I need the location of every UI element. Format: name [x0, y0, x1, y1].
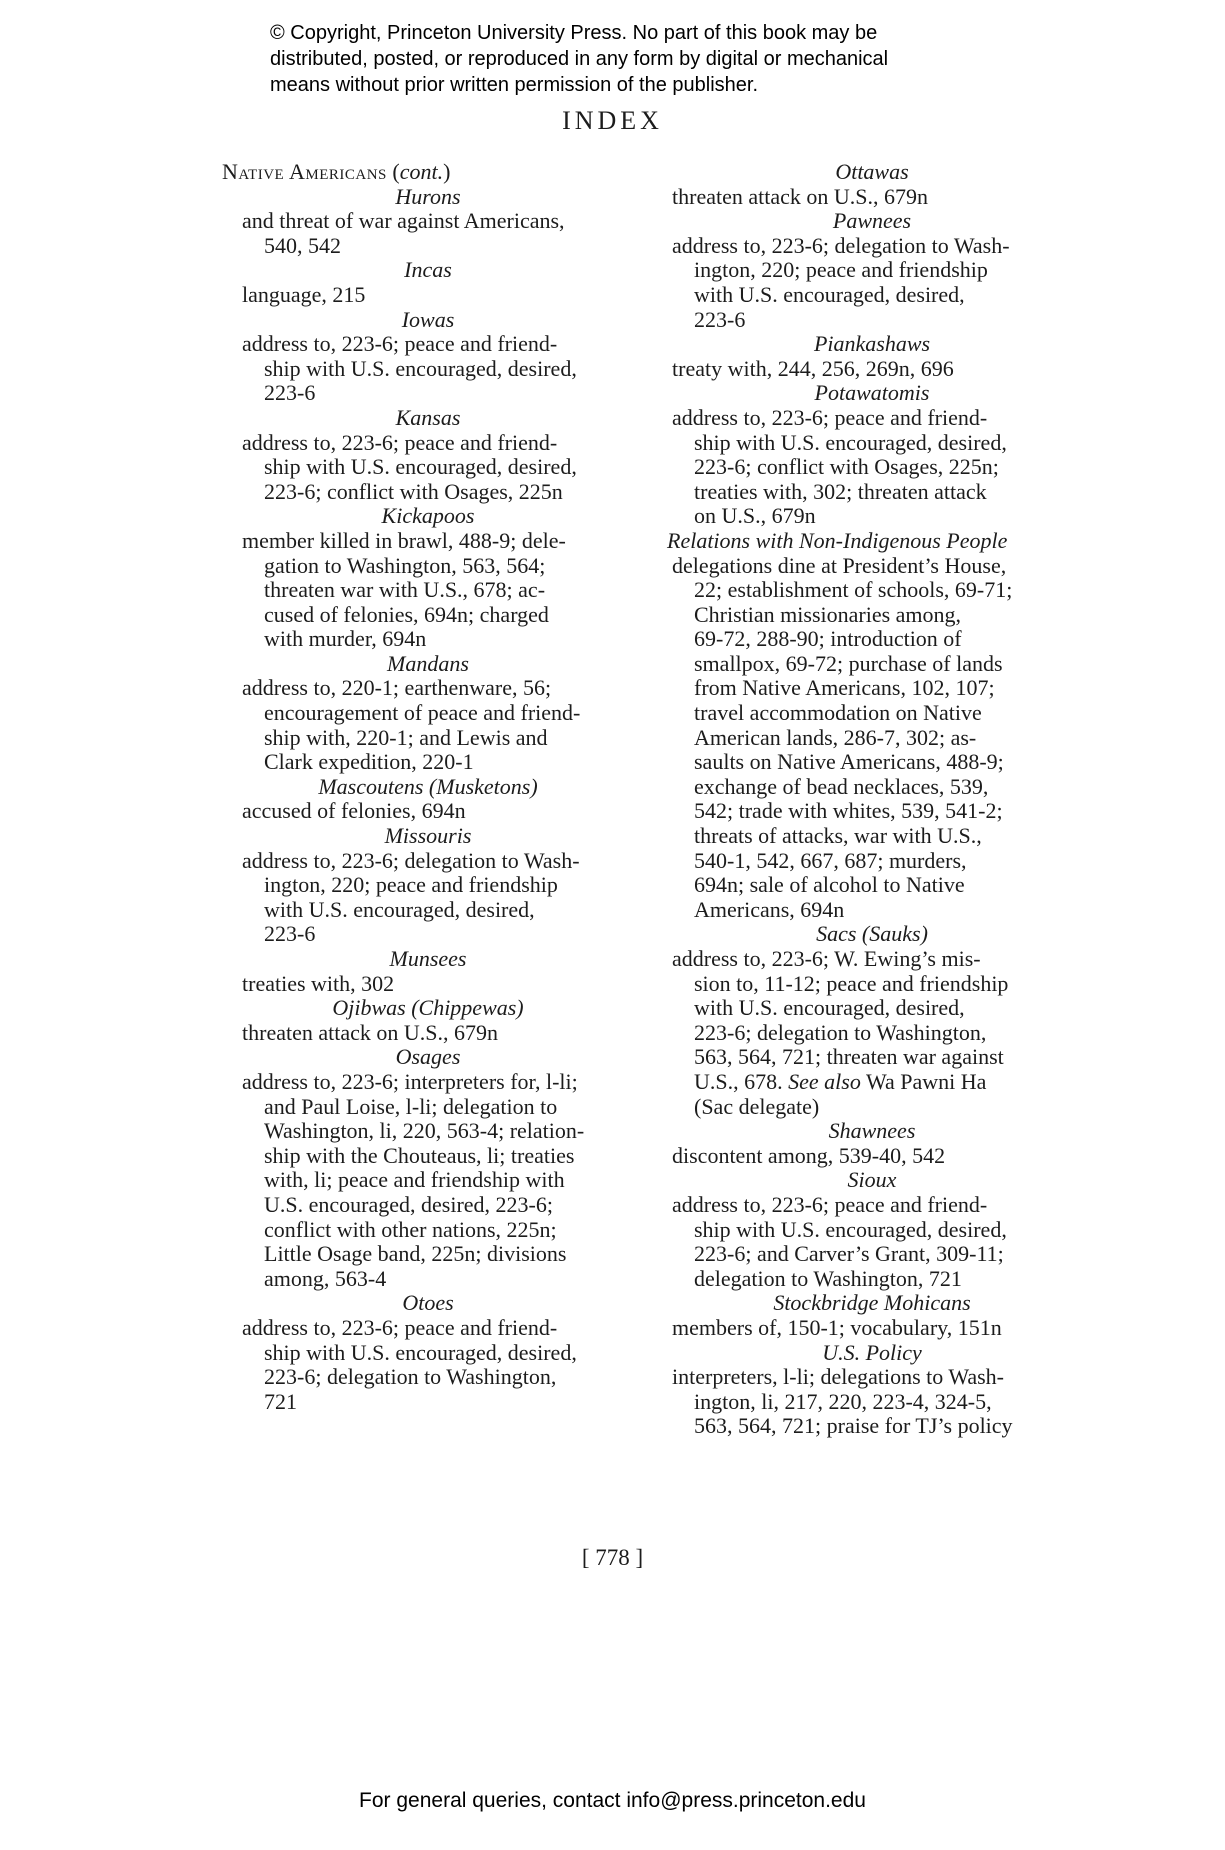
subheading: Incas — [404, 257, 452, 283]
entry-line: 223-6; and Carver’s Grant, 309-11; — [694, 1241, 1004, 1267]
index-entry — [672, 1193, 1067, 1291]
index-entry — [672, 1316, 1067, 1341]
entry-line: address to, 223-6; delegation to Wash- — [672, 232, 1010, 258]
index-group-us-policy — [667, 1341, 1067, 1439]
copyright-notice — [270, 20, 970, 98]
entry-line: from Native Americans, 102, 107; — [694, 675, 995, 701]
entry-line: 540-1, 542, 667, 687; murders, — [694, 847, 967, 873]
entry-line: threaten attack on U.S., 679n — [242, 1019, 498, 1045]
index-group-otoes — [222, 1291, 614, 1414]
entry-line: 540, 542 — [264, 232, 341, 258]
subheading: Mandans — [387, 650, 469, 676]
entry-line: address to, 223-6; peace and friend- — [242, 331, 558, 357]
index-group-pawnees — [667, 209, 1067, 332]
running-head-main: Native Americans — [222, 159, 387, 184]
entry-line: ship with the Chouteaus, li; treaties — [264, 1142, 575, 1168]
entry-line: smallpox, 69-72; purchase of lands — [694, 650, 1003, 676]
entry-line: ington, 220; peace and friendship — [694, 257, 988, 283]
running-head — [222, 160, 614, 185]
entry-line: gation to Washington, 563, 564; — [264, 552, 546, 578]
index-group-sioux — [667, 1168, 1067, 1291]
entry-line: 223-6 — [694, 306, 746, 332]
subheading: Ojibwas (Chippewas) — [332, 995, 524, 1021]
index-entry — [672, 1144, 1067, 1169]
subheading: U.S. Policy — [822, 1339, 922, 1365]
entry-line: 223-6; delegation to Washington, — [694, 1019, 987, 1045]
entry-line: address to, 223-6; interpreters for, l-li; — [242, 1068, 578, 1094]
entry-line: on U.S., 679n — [694, 503, 816, 529]
entry-line: ship with U.S. encouraged, desired, — [264, 355, 577, 381]
entry-line: delegation to Washington, 721 — [694, 1265, 962, 1291]
index-entry — [242, 431, 614, 505]
entry-line: 694n; sale of alcohol to Native — [694, 872, 965, 898]
cross-reference: Wa Pawni Ha — [865, 1068, 987, 1094]
entry-line: 22; establishment of schools, 69-71; — [694, 577, 1013, 603]
subheading: Pawnees — [832, 208, 912, 234]
entry-line: threats of attacks, war with U.S., — [694, 823, 982, 849]
entry-line: Clark expedition, 220-1 — [264, 749, 474, 775]
subheading: Kansas — [395, 404, 461, 430]
footer-contact: For general queries, contact info@press.princeton.edu — [359, 1789, 866, 1812]
index-group-missouris — [222, 824, 614, 947]
entry-line: treaty with, 244, 256, 269n, 696 — [672, 355, 954, 381]
page-title: INDEX — [562, 106, 663, 135]
entry-line: members of, 150-1; vocabulary, 151n — [672, 1314, 1002, 1340]
entry-line: ship with, 220-1; and Lewis and — [264, 724, 548, 750]
entry-line: 223-6; delegation to Washington, — [264, 1364, 557, 1390]
entry-line: address to, 223-6; peace and friend- — [242, 429, 558, 455]
index-entry — [672, 1365, 1067, 1439]
index-group-hurons — [222, 185, 614, 259]
see-also-label: See also — [788, 1068, 861, 1094]
entry-line: discontent among, 539-40, 542 — [672, 1142, 946, 1168]
subheading: Sacs (Sauks) — [816, 921, 928, 947]
index-group-incas — [222, 258, 614, 307]
index-entry — [242, 529, 614, 652]
entry-line: 69-72, 288-90; introduction of — [694, 626, 962, 652]
index-group-sacs — [667, 922, 1067, 1119]
entry-line: 223-6 — [264, 921, 316, 947]
subheading: Otoes — [402, 1290, 454, 1316]
entry-line: cused of felonies, 694n; charged — [264, 601, 549, 627]
entry-line: treaties with, 302; threaten attack — [694, 478, 987, 504]
index-group-munsees — [222, 947, 614, 996]
subheading: Missouris — [384, 823, 472, 849]
index-group-osages — [222, 1045, 614, 1291]
index-entry — [672, 406, 1067, 529]
entry-line: U.S. encouraged, desired, 223-6; — [264, 1191, 553, 1217]
entry-line: sion to, 11-12; peace and friendship — [694, 970, 1009, 996]
subheading: Stockbridge Mohicans — [773, 1290, 971, 1316]
index-entry — [242, 209, 614, 258]
index-entry — [242, 799, 614, 824]
entry-line: 223-6 — [264, 380, 316, 406]
entry-line: ship with U.S. encouraged, desired, — [694, 429, 1007, 455]
index-group-relations — [667, 529, 1067, 923]
entry-line: travel accommodation on Native — [694, 700, 982, 726]
subheading: Hurons — [395, 183, 461, 209]
index-group-kickapoos — [222, 504, 614, 652]
entry-line: address to, 223-6; peace and friend- — [242, 1314, 558, 1340]
entry-line: Americans, 694n — [694, 896, 845, 922]
entry-line: 542; trade with whites, 539, 541-2; — [694, 798, 1003, 824]
entry-line: ington, li, 217, 220, 223-4, 324-5, — [694, 1388, 992, 1414]
entry-line: member killed in brawl, 488-9; dele- — [242, 527, 566, 553]
entry-line — [672, 1070, 1067, 1095]
index-group-ottawas — [667, 160, 1067, 209]
subheading: Relations with Non-Indigenous People — [667, 527, 1008, 553]
entry-line: Christian missionaries among, — [694, 601, 962, 627]
copyright-line: means without prior written permission of the publisher. — [270, 74, 759, 96]
entry-line: ington, 220; peace and friendship — [264, 872, 558, 898]
running-head-cont: cont. — [399, 159, 444, 184]
index-group-iowas — [222, 308, 614, 406]
index-entry — [242, 1070, 614, 1291]
entry-line: delegations dine at President’s House, — [672, 552, 1007, 578]
entry-line: with U.S. encouraged, desired, — [694, 995, 965, 1021]
index-column-right — [667, 160, 1067, 1439]
index-entry — [242, 332, 614, 406]
subheading: Ottawas — [835, 159, 909, 184]
subheading: Osages — [395, 1044, 461, 1070]
entry-line: 563, 564, 721; praise for TJ’s policy — [694, 1413, 1013, 1439]
entry-line: American lands, 286-7, 302; as- — [694, 724, 977, 750]
entry-line: treaties with, 302 — [242, 970, 395, 996]
entry-line: threaten war with U.S., 678; ac- — [264, 577, 546, 603]
index-entry — [242, 1021, 614, 1046]
entry-line: 223-6; conflict with Osages, 225n; — [694, 454, 999, 480]
entry-line: with U.S. encouraged, desired, — [694, 281, 965, 307]
index-entry — [242, 283, 614, 308]
entry-line: conflict with other nations, 225n; — [264, 1216, 557, 1242]
entry-line: address to, 223-6; peace and friend- — [672, 1191, 988, 1217]
running-head-close-paren: ) — [443, 159, 451, 184]
subheading: Potawatomis — [814, 380, 930, 406]
entry-line: with murder, 694n — [264, 626, 427, 652]
entry-line: ship with U.S. encouraged, desired, — [264, 454, 577, 480]
entry-line: interpreters, l-li; delegations to Wash- — [672, 1364, 1005, 1390]
entry-line: ship with U.S. encouraged, desired, — [694, 1216, 1007, 1242]
index-group-kansas — [222, 406, 614, 504]
entry-line: exchange of bead necklaces, 539, — [694, 773, 989, 799]
subheading: Munsees — [389, 946, 467, 971]
index-group-ojibwas — [222, 996, 614, 1045]
index-entry — [672, 554, 1067, 923]
subheading: Mascoutens (Musketons) — [318, 773, 538, 799]
entry-line: and threat of war against Americans, — [242, 208, 565, 234]
index-entry — [672, 185, 1067, 210]
entry-line: with, li; peace and friendship with — [264, 1167, 565, 1193]
entry-line: address to, 223-6; W. Ewing’s mis- — [672, 946, 981, 971]
index-entry — [672, 357, 1067, 382]
entry-line: language, 215 — [242, 281, 366, 307]
index-group-stockbridge — [667, 1291, 1067, 1340]
copyright-line: distributed, posted, or reproduced in any form by digital or mechanical — [270, 48, 889, 70]
subheading: Iowas — [401, 306, 455, 332]
entry-line: address to, 223-6; delegation to Wash- — [242, 847, 580, 873]
entry-line: threaten attack on U.S., 679n — [672, 183, 928, 209]
entry-text: U.S., 678. — [694, 1068, 783, 1094]
subheading: Kickapoos — [381, 503, 475, 529]
entry-line: ship with U.S. encouraged, desired, — [264, 1339, 577, 1365]
entry-line: Washington, li, 220, 563-4; relation- — [264, 1118, 585, 1144]
entry-line: encouragement of peace and friend- — [264, 700, 581, 726]
index-group-mascoutens — [222, 775, 614, 824]
entry-line: with U.S. encouraged, desired, — [264, 896, 535, 922]
entry-line: 721 — [264, 1388, 297, 1414]
entry-line: address to, 223-6; peace and friend- — [672, 404, 988, 430]
index-group-potawatomis — [667, 381, 1067, 529]
entry-line: address to, 220-1; earthenware, 56; — [242, 675, 552, 701]
page-number: [ 778 ] — [581, 1545, 644, 1570]
entry-line: saults on Native Americans, 488-9; — [694, 749, 1004, 775]
index-entry — [242, 849, 614, 947]
entry-line: and Paul Loise, l-li; delegation to — [264, 1093, 558, 1119]
index-entry — [242, 1316, 614, 1414]
entry-line: among, 563-4 — [264, 1265, 387, 1291]
index-entry — [672, 234, 1067, 332]
subheading: Sioux — [847, 1167, 897, 1193]
index-entry — [242, 972, 614, 997]
index-group-mandans — [222, 652, 614, 775]
subheading: Piankashaws — [813, 331, 931, 357]
subheading: Shawnees — [828, 1118, 916, 1144]
running-head-open-paren: ( — [392, 159, 400, 184]
copyright-line: © Copyright, Princeton University Press. No part of this book may be — [270, 22, 878, 44]
index-group-shawnees — [667, 1119, 1067, 1168]
entry-line: (Sac delegate) — [694, 1093, 820, 1119]
entry-line: 563, 564, 721; threaten war against — [694, 1044, 1004, 1070]
index-entry — [242, 676, 614, 774]
index-column-left — [222, 160, 614, 1414]
index-entry — [672, 947, 1067, 1119]
index-group-piankashaws — [667, 332, 1067, 381]
entry-line: accused of felonies, 694n — [242, 798, 466, 824]
entry-line: Little Osage band, 225n; divisions — [264, 1241, 567, 1267]
entry-line: 223-6; conflict with Osages, 225n — [264, 478, 563, 504]
